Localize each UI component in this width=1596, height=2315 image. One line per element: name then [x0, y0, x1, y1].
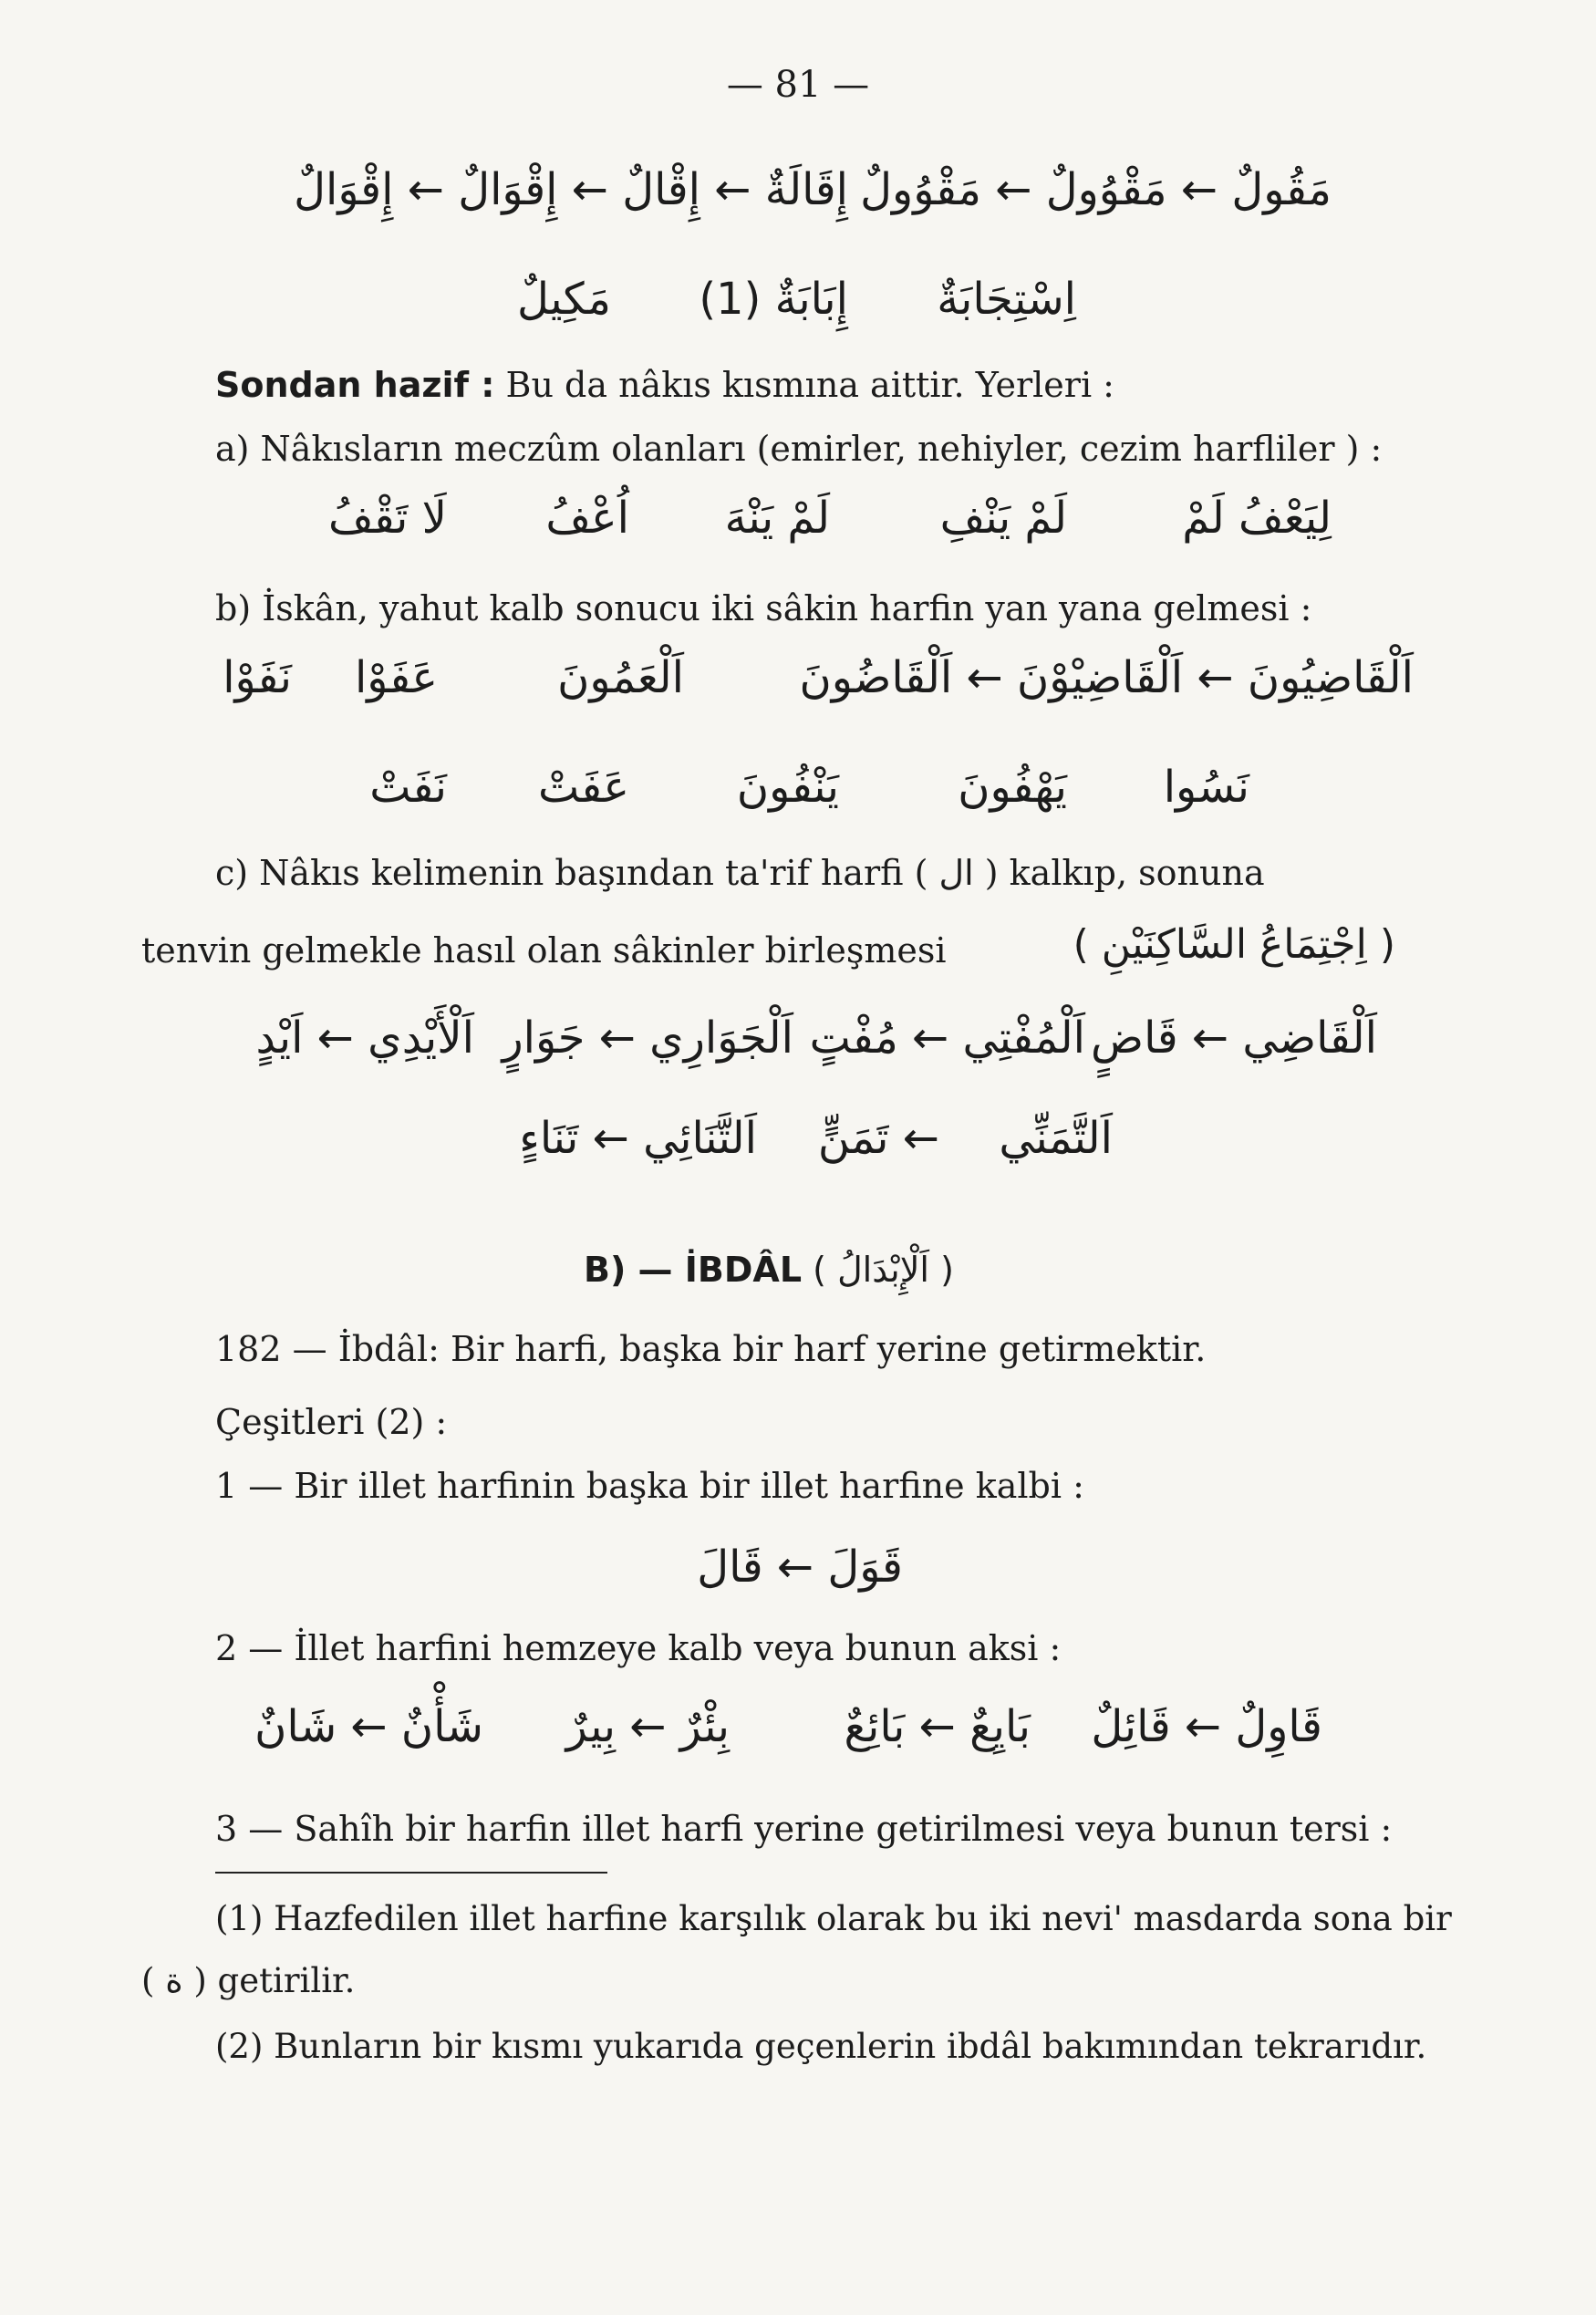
arabic-rule-2-1: قَاوِلٌ ← قَائِلٌ	[1091, 1701, 1322, 1752]
rule-1: 1 — Bir illet harfinin başka bir illet harfine kalbi :	[215, 1466, 1084, 1506]
cesitleri-label: Çeşitleri (2) :	[215, 1402, 448, 1442]
arabic-b2-5: نَفَتْ	[369, 762, 447, 813]
arabic-b1-4: نَفَوْا	[223, 652, 292, 703]
item-c-line-2: tenvin gelmekle hasıl olan sâkinler birleşmesi	[141, 930, 947, 971]
arabic-rule-2-4: شَأْنٌ ← شَانٌ	[254, 1701, 483, 1752]
footnote-separator	[215, 1872, 607, 1874]
arabic-c2-2: ← تَمَنٍّ	[817, 1113, 939, 1164]
paragraph-182: 182 — İbdâl: Bir harfi, başka bir harf yerine getirmektir.	[215, 1329, 1207, 1369]
sondan-hazif-label: Sondan hazif :	[215, 365, 495, 405]
arabic-b1-2: اَلْعَمُونَ	[557, 652, 684, 703]
arabic-example-makil: مَكِيلٌ	[516, 274, 611, 325]
item-c-arabic-inline: ( اِجْتِمَاعُ السَّاكِنَيْنِ )	[1073, 921, 1395, 968]
arabic-c2-3: اَلتَّنَائِي ← تَنَاءٍ	[519, 1113, 757, 1164]
arabic-c1-1: اَلْقَاضِي ← قَاضٍ	[1091, 1012, 1377, 1064]
arabic-example-istijaba: اِسْتِجَابَةٌ	[937, 274, 1076, 325]
sondan-hazif-line	[215, 365, 1114, 405]
arabic-a-3: لَمْ يَنْهَ	[724, 493, 830, 544]
arabic-b2-4: عَفَتْ	[537, 762, 629, 813]
section-b-arabic: ( اَلْإِبْدَالُ )	[813, 1250, 954, 1290]
arabic-c1-3: اَلْجَوَارِي ← جَوَارٍ	[502, 1012, 793, 1064]
rule-3: 3 — Sahîh bir harfin illet harfi yerine getirilmesi veya bunun tersi :	[215, 1809, 1393, 1849]
arabic-a-1: لِيَعْفُ لَمْ	[1182, 493, 1332, 544]
arabic-rule-2-2: بَايِعٌ ← بَائِعٌ	[844, 1701, 1031, 1752]
arabic-a-2: لَمْ يَنْفِ	[939, 493, 1067, 544]
rule-2: 2 — İllet harfini hemzeye kalb veya bunun aksi :	[215, 1628, 1062, 1668]
arabic-b2-1: نَسُوا	[1163, 762, 1249, 813]
arabic-b2-3: يَنْفُونَ	[736, 762, 839, 813]
arabic-a-5: لَا تَقْفُ	[328, 493, 447, 544]
footnote-1: (1) Hazfedilen illet harfine karşılık olarak bu iki nevi' masdarda sona bir ( ة ) getirilir.	[141, 1899, 1452, 2000]
sondan-hazif-text: Bu da nâkıs kısmına aittir. Yerleri :	[505, 365, 1114, 405]
item-a: a) Nâkısların meczûm olanları (emirler, nehiyler, cezim harfliler ) :	[215, 429, 1383, 469]
arabic-c2-1: اَلتَّمَنِّي	[999, 1113, 1113, 1164]
item-c-line-1: c) Nâkıs kelimenin başından ta'rif harfi ( ال ) kalkıp, sonuna	[215, 853, 1265, 893]
arabic-b1-3: عَفَوْا	[354, 652, 438, 703]
arabic-example-row-1b: إِقَالَةٌ ← إِقْالٌ ← إِقْوَالٌ ← إِقْوَالٌ	[294, 164, 848, 215]
page-number: — 81 —	[726, 64, 870, 106]
arabic-b2-2: يَهْفُونَ	[958, 762, 1067, 813]
arabic-example-ibaba: إِبَابَةٌ (1)	[699, 274, 848, 325]
arabic-c1-4: اَلْأَيْدِي ← اَيْدٍ	[255, 1012, 474, 1064]
section-b-heading: B) — İBDÂL	[584, 1250, 803, 1290]
section-b-heading-line	[584, 1250, 954, 1290]
arabic-c1-2: اَلْمُفْتِي ← مُفْتٍ	[809, 1012, 1085, 1064]
arabic-b1-1: اَلْقَاضِيُونَ ← اَلْقَاضِيْوْنَ ← اَلْقَاضُونَ	[799, 652, 1414, 703]
footnote-2: (2) Bunların bir kısmı yukarıda geçenlerin ibdâl bakımından tekrarıdır.	[215, 2027, 1427, 2066]
arabic-rule-1-example: قَوَلَ ← قَالَ	[697, 1542, 903, 1593]
arabic-rule-2-3: بِئْرٌ ← بِيرٌ	[565, 1701, 730, 1752]
item-b: b) İskân, yahut kalb sonucu iki sâkin harfin yan yana gelmesi :	[215, 588, 1312, 628]
arabic-example-row-1a: مَقُولٌ ← مَقْوُولٌ ← مَقْوُولٌ	[860, 164, 1332, 215]
arabic-a-4: اُعْفُ	[545, 493, 629, 544]
